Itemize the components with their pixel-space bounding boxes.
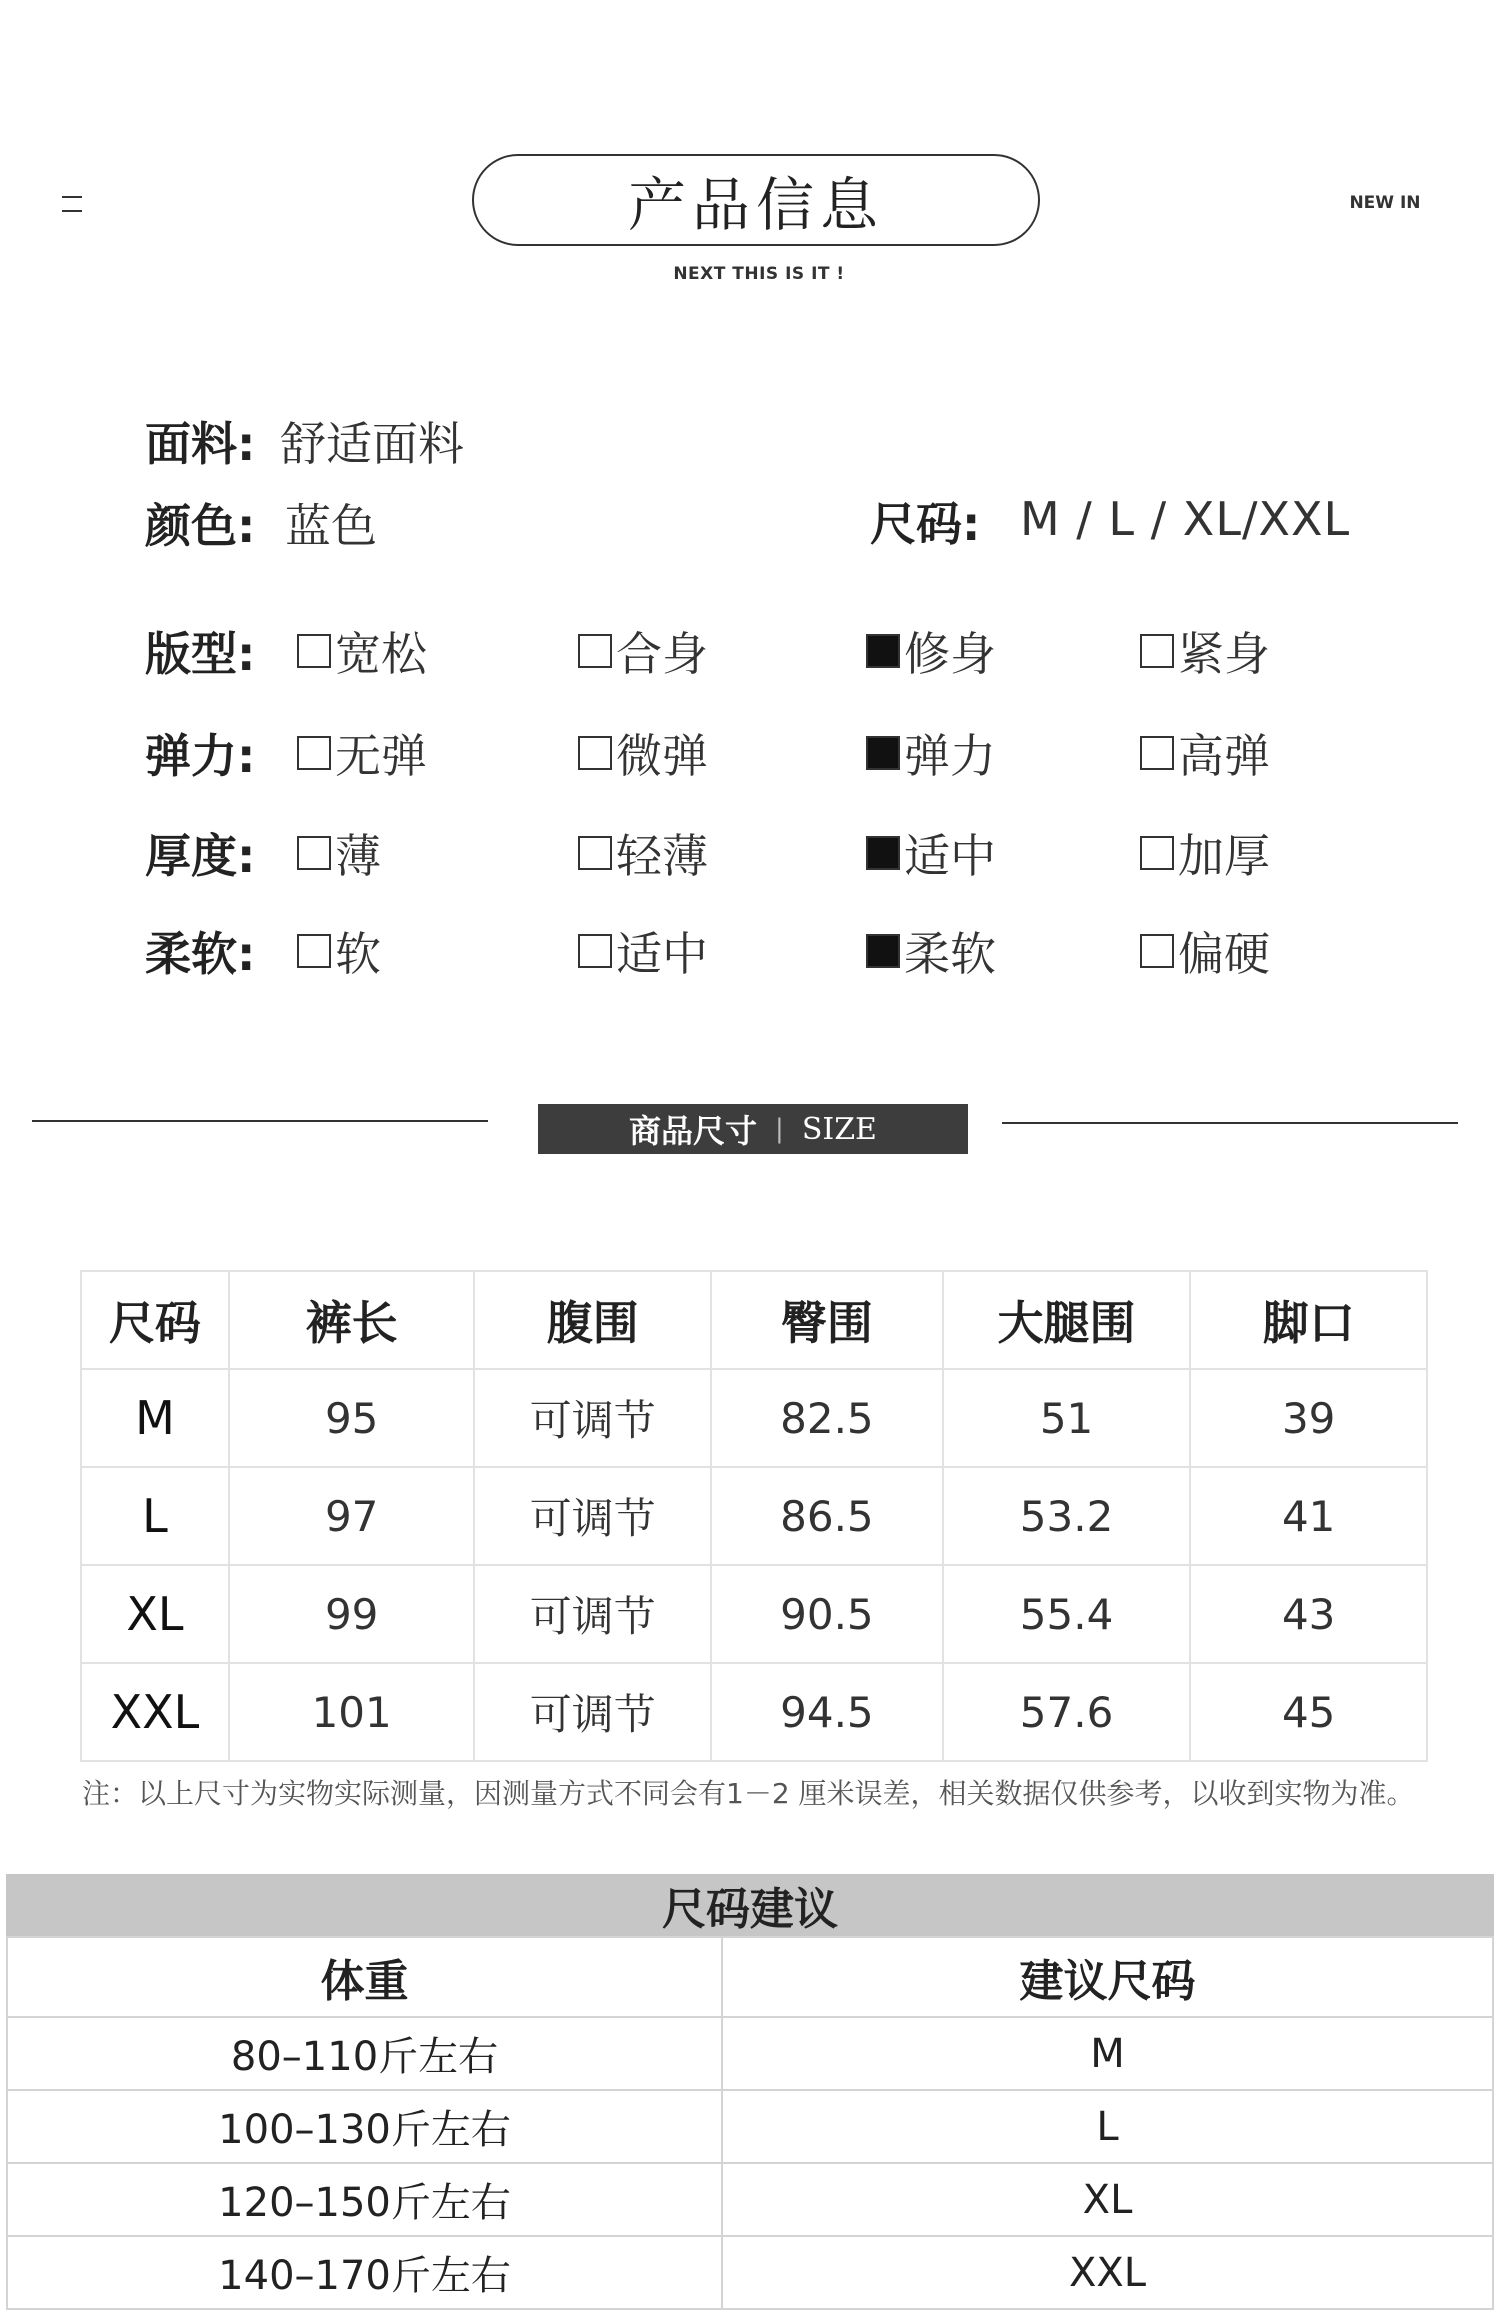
measurement-table (80, 1270, 1428, 1762)
option-label: 加厚 (1178, 829, 1270, 883)
option-label: 薄 (335, 829, 381, 883)
attr-label-fit: 版型: (145, 627, 256, 681)
table-row (81, 1565, 1427, 1663)
table-cell: 45 (1190, 1663, 1427, 1761)
attr-option (297, 720, 427, 786)
fabric-label: 面料: (145, 417, 256, 471)
attr-option (578, 720, 708, 786)
attr-option (1140, 918, 1270, 984)
attr-option (1140, 720, 1270, 786)
table-cell: 57.6 (943, 1663, 1191, 1761)
option-label: 无弹 (335, 729, 427, 783)
option-label: 偏硬 (1178, 927, 1270, 981)
table-cell: 可调节 (474, 1369, 711, 1467)
table-row (81, 1467, 1427, 1565)
attr-option (297, 820, 381, 886)
attr-option (297, 618, 427, 684)
table-row (81, 1663, 1427, 1761)
size-section-title: 商品尺寸 (629, 1112, 758, 1150)
table-cell: 55.4 (943, 1565, 1191, 1663)
table-cell: 99 (229, 1565, 475, 1663)
new-in-tag: NEW IN (1349, 193, 1421, 213)
option-label: 适中 (616, 927, 708, 981)
attr-option (866, 820, 996, 886)
table-cell: 80–110斤左右 (7, 2017, 722, 2090)
menu-icon (62, 192, 84, 218)
checkbox (297, 836, 331, 870)
table-row (7, 2017, 1493, 2090)
checkbox (578, 934, 612, 968)
size-section-banner (538, 1104, 968, 1154)
attr-option (578, 618, 708, 684)
table-row (7, 2090, 1493, 2163)
option-label: 适中 (904, 829, 996, 883)
option-label: 弹力 (904, 729, 996, 783)
option-label: 修身 (904, 627, 996, 681)
table-header-row (7, 1937, 1493, 2017)
table-cell: XL (722, 2163, 1493, 2236)
header-cell: 裤长 (229, 1271, 475, 1369)
size-value: M / L / XL/XXL (1020, 492, 1351, 546)
table-cell: 95 (229, 1369, 475, 1467)
divider-right (1002, 1122, 1458, 1124)
table-cell: 82.5 (711, 1369, 943, 1467)
attr-option (578, 820, 708, 886)
table-cell: 140–170斤左右 (7, 2236, 722, 2309)
table-cell: XXL (81, 1663, 229, 1761)
attr-option (1140, 820, 1270, 886)
attr-option (866, 720, 996, 786)
table-row (7, 2163, 1493, 2236)
option-label: 柔软 (904, 927, 996, 981)
header-cell: 臀围 (711, 1271, 943, 1369)
option-label: 轻薄 (616, 829, 708, 883)
table-cell: 100–130斤左右 (7, 2090, 722, 2163)
attr-option (866, 918, 996, 984)
table-row (7, 2236, 1493, 2309)
attr-label-elasticity: 弹力: (145, 729, 256, 783)
attr-option (297, 918, 381, 984)
page-subtitle: NEXT THIS IS IT ! (673, 264, 845, 284)
checkbox (578, 736, 612, 770)
recommendation-title: 尺码建议 (6, 1874, 1494, 1936)
table-cell: 86.5 (711, 1467, 943, 1565)
table-cell: 90.5 (711, 1565, 943, 1663)
table-row (81, 1369, 1427, 1467)
color-value: 蓝色 (285, 499, 377, 553)
attr-option (578, 918, 708, 984)
table-cell: 可调节 (474, 1467, 711, 1565)
attr-option (1140, 618, 1270, 684)
table-cell: L (722, 2090, 1493, 2163)
attr-label-thickness: 厚度: (145, 829, 256, 883)
table-cell: 51 (943, 1369, 1191, 1467)
table-cell: 120–150斤左右 (7, 2163, 722, 2236)
divider-left (32, 1120, 488, 1122)
table-cell: 39 (1190, 1369, 1427, 1467)
checkbox (578, 836, 612, 870)
table-cell: 43 (1190, 1565, 1427, 1663)
header-cell: 尺码 (81, 1271, 229, 1369)
checkbox-checked (866, 736, 900, 770)
header-cell: 体重 (7, 1937, 722, 2017)
table-header-row (81, 1271, 1427, 1369)
checkbox (578, 634, 612, 668)
checkbox-checked (866, 634, 900, 668)
table-cell: 97 (229, 1467, 475, 1565)
option-label: 高弹 (1178, 729, 1270, 783)
table-cell: 101 (229, 1663, 475, 1761)
checkbox-checked (866, 836, 900, 870)
option-label: 紧身 (1178, 627, 1270, 681)
attr-label-softness: 柔软: (145, 927, 256, 981)
header-cell: 脚口 (1190, 1271, 1427, 1369)
color-label: 颜色: (145, 499, 256, 553)
checkbox (1140, 736, 1174, 770)
checkbox (297, 736, 331, 770)
option-label: 合身 (616, 627, 708, 681)
recommendation-table (6, 1936, 1494, 2310)
checkbox (1140, 634, 1174, 668)
table-cell: L (81, 1467, 229, 1565)
attr-option (866, 618, 996, 684)
checkbox (297, 934, 331, 968)
option-label: 宽松 (335, 627, 427, 681)
header-cell: 建议尺码 (722, 1937, 1493, 2017)
checkbox (1140, 836, 1174, 870)
checkbox (297, 634, 331, 668)
fabric-value: 舒适面料 (280, 417, 464, 471)
checkbox-checked (866, 934, 900, 968)
measurement-note: 注：以上尺寸为实物实际测量，因测量方式不同会有1－2 厘米误差，相关数据仅供参考，以收到实物为准。 (82, 1777, 1415, 1810)
table-cell: 可调节 (474, 1565, 711, 1663)
table-cell: 94.5 (711, 1663, 943, 1761)
option-label: 微弹 (616, 729, 708, 783)
option-label: 软 (335, 927, 381, 981)
header-cell: 大腿围 (943, 1271, 1191, 1369)
table-cell: M (81, 1369, 229, 1467)
table-cell: XL (81, 1565, 229, 1663)
header-cell: 腹围 (474, 1271, 711, 1369)
checkbox (1140, 934, 1174, 968)
size-label: 尺码: (870, 497, 981, 551)
page-title: 产品信息 (472, 154, 1040, 246)
size-section-separator: | (775, 1114, 784, 1144)
table-cell: XXL (722, 2236, 1493, 2309)
table-cell: M (722, 2017, 1493, 2090)
table-cell: 53.2 (943, 1467, 1191, 1565)
size-section-title-en: SIZE (801, 1111, 877, 1147)
table-cell: 可调节 (474, 1663, 711, 1761)
table-cell: 41 (1190, 1467, 1427, 1565)
